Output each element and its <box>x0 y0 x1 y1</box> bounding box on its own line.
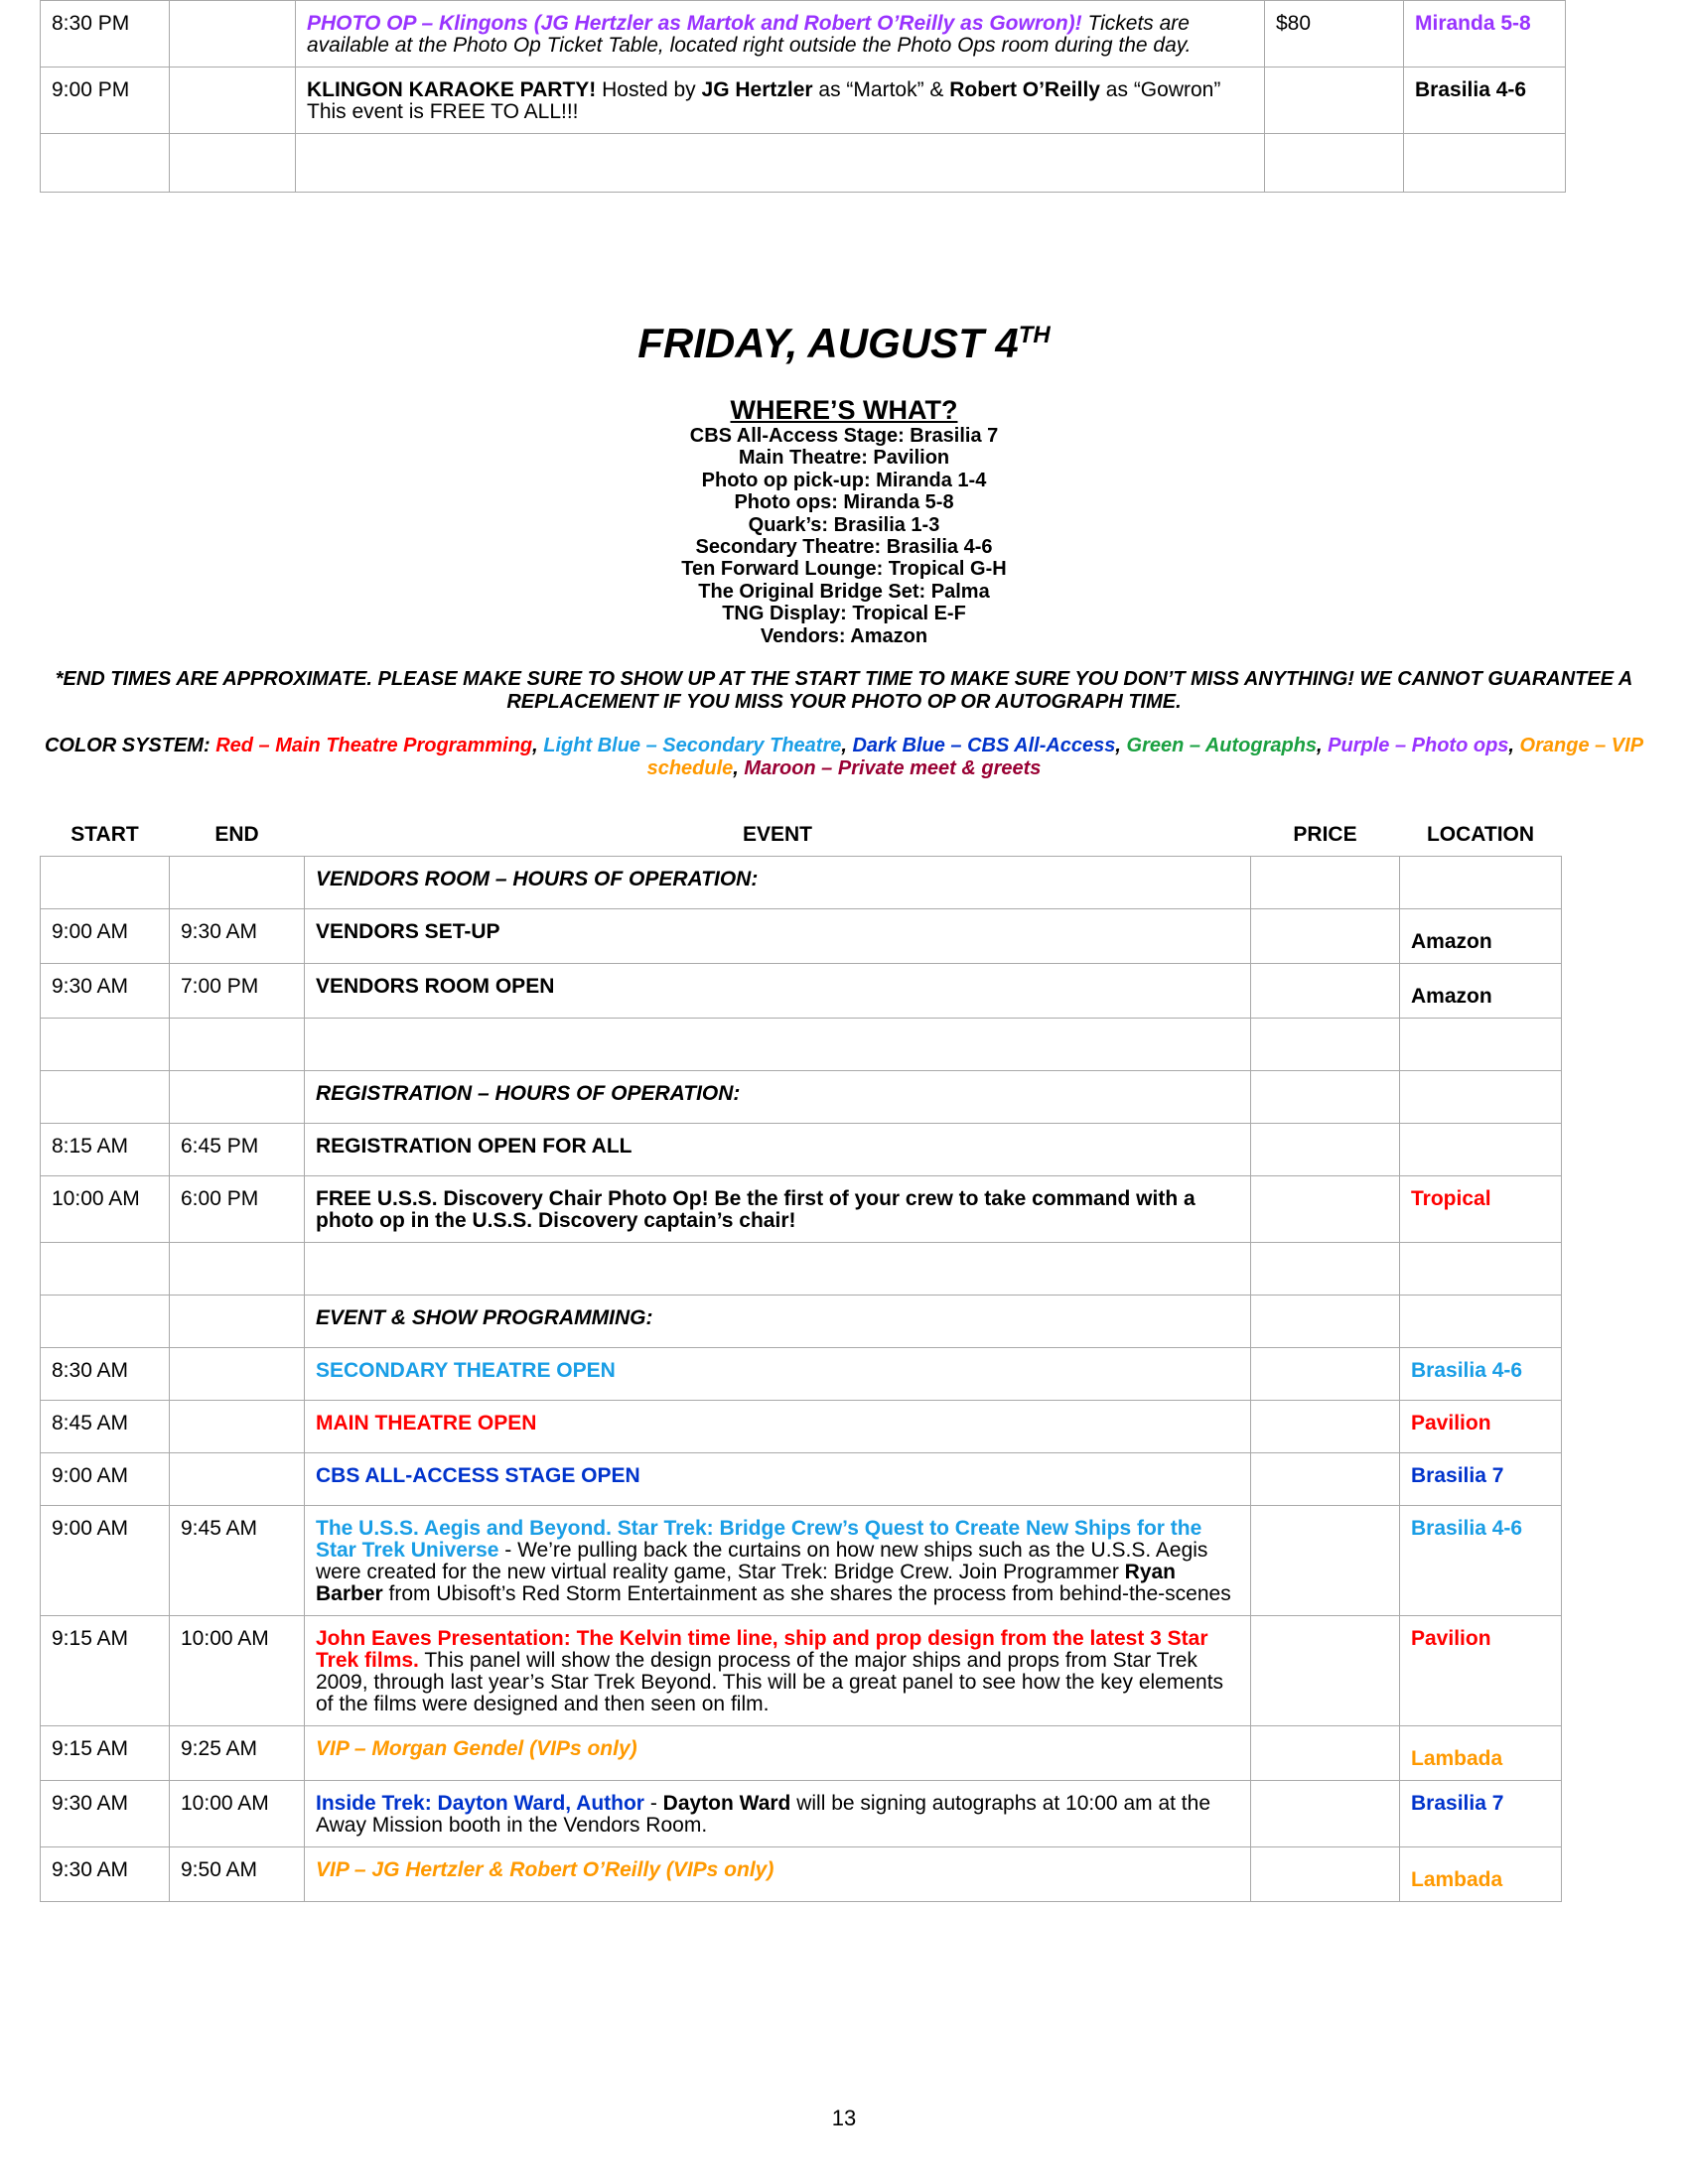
price-cell <box>1265 134 1404 193</box>
location-text: Brasilia 7 <box>1411 1464 1504 1487</box>
venue-list <box>0 425 1688 647</box>
event-text: KLINGON KARAOKE PARTY! <box>307 78 597 101</box>
header-row <box>41 812 1562 857</box>
event-cell <box>305 1296 1251 1348</box>
start-time-cell: 8:30 AM <box>41 1348 170 1401</box>
color-system-part: Dark Blue – CBS All-Access <box>852 735 1116 756</box>
event-text: VENDORS ROOM – HOURS OF OPERATION: <box>316 868 759 890</box>
price-cell: $80 <box>1265 1 1404 68</box>
schedule-row <box>41 1176 1562 1243</box>
column-header-event: EVENT <box>742 823 812 846</box>
location-text: Pavilion <box>1411 1627 1491 1650</box>
location-text: Lambada <box>1411 1868 1503 1891</box>
event-cell <box>305 1243 1251 1296</box>
schedule-row <box>41 1243 1562 1296</box>
event-text: Ryan Barber <box>316 1561 1177 1605</box>
event-text: The U.S.S. Aegis and Beyond. Star Trek: Bridge Crew’s Quest to Create New Ships for the Star Trek Universe <box>316 1517 1202 1562</box>
location-cell <box>1400 1176 1562 1243</box>
start-time-cell <box>41 1296 170 1348</box>
schedule-row <box>41 1348 1562 1401</box>
schedule-row <box>41 1 1566 68</box>
color-system-legend <box>40 735 1648 780</box>
event-text: REGISTRATION – HOURS OF OPERATION: <box>316 1082 741 1105</box>
event-text: John Eaves Presentation: The Kelvin time line, ship and prop design from the latest 3 Star Trek films. <box>316 1627 1208 1672</box>
end-time-cell: 6:45 PM <box>170 1124 305 1176</box>
location-text: Amazon <box>1411 985 1492 1008</box>
event-text: MAIN THEATRE OPEN <box>316 1412 537 1434</box>
color-system-part: Purple – Photo ops <box>1328 735 1509 756</box>
start-time-cell <box>41 1019 170 1071</box>
event-cell <box>305 909 1251 964</box>
schedule-row <box>41 1781 1562 1847</box>
color-system-part: Light Blue – Secondary Theatre <box>543 735 842 756</box>
location-cell <box>1400 1453 1562 1506</box>
schedule-row <box>41 909 1562 964</box>
page-number: 13 <box>831 2106 857 2130</box>
price-cell <box>1265 68 1404 134</box>
start-time-cell: 9:30 AM <box>41 1847 170 1902</box>
price-cell <box>1251 1019 1400 1071</box>
event-cell <box>305 857 1251 909</box>
event-text: - <box>643 1792 663 1815</box>
end-time-cell <box>170 1019 305 1071</box>
end-times-disclaimer: *END TIMES ARE APPROXIMATE. PLEASE MAKE SURE TO SHOW UP AT THE START TIME TO MAKE SURE YOU DON’T MISS ANYTHING! WE CANNOT GUARANTEE A REPLACEMENT IF YOU MISS YOUR PHOTO OP OR AUTOGRAPH TIME. <box>55 668 1633 713</box>
price-cell <box>1251 1071 1400 1124</box>
start-time-cell: 9:00 AM <box>41 1506 170 1616</box>
start-time-cell: 9:00 AM <box>41 1453 170 1506</box>
location-cell <box>1400 1071 1562 1124</box>
venue-item: Photo op pick-up: Miranda 1-4 <box>701 469 987 491</box>
event-text: Hosted by <box>596 78 702 101</box>
schedule-row <box>41 1506 1562 1616</box>
start-time-cell: 9:15 AM <box>41 1616 170 1726</box>
location-cell <box>1400 1124 1562 1176</box>
end-time-cell <box>170 1243 305 1296</box>
event-text: This panel will show the design process of the major ships and props from Star Trek 2009, through last year’s Star Trek Beyond. This will be a great panel to see how the key elements of the films were designed and then seen on film. <box>316 1649 1224 1715</box>
schedule-row <box>41 1071 1562 1124</box>
color-system-part: , <box>733 757 745 779</box>
location-text: Lambada <box>1411 1747 1503 1770</box>
event-cell <box>305 1019 1251 1071</box>
event-cell <box>305 1616 1251 1726</box>
event-text: from Ubisoft’s Red Storm Entertainment as she shares the process from behind-the-scenes <box>382 1582 1231 1605</box>
start-time-cell: 9:30 AM <box>41 964 170 1019</box>
event-text: Dayton Ward <box>662 1792 791 1815</box>
venue-item: Photo ops: Miranda 5-8 <box>734 491 954 514</box>
color-system-part: Red – Main Theatre Programming <box>215 735 533 756</box>
start-time-cell: 9:00 AM <box>41 909 170 964</box>
event-text: VENDORS ROOM OPEN <box>316 975 555 998</box>
wheres-what-section <box>0 395 1688 647</box>
schedule-row <box>41 1401 1562 1453</box>
location-cell <box>1404 68 1566 134</box>
location-cell <box>1400 1616 1562 1726</box>
location-text: Brasilia 4-6 <box>1411 1359 1523 1382</box>
end-time-cell: 9:45 AM <box>170 1506 305 1616</box>
event-text: JG Hertzler <box>701 78 813 101</box>
previous-day-schedule-table <box>40 0 1566 193</box>
event-text: - We’re pulling back the curtains on how new ships such as the U.S.S. Aegis were created for the new virtual reality game, Star Trek: Bridge Crew. Join Programmer <box>316 1539 1208 1583</box>
price-cell <box>1251 1726 1400 1781</box>
location-cell <box>1404 134 1566 193</box>
event-text: CBS ALL-ACCESS STAGE OPEN <box>316 1464 640 1487</box>
start-time-cell <box>41 1243 170 1296</box>
venue-item: Quark’s: Brasilia 1-3 <box>748 513 940 536</box>
location-cell <box>1400 964 1562 1019</box>
start-time-cell: 10:00 AM <box>41 1176 170 1243</box>
location-text: Miranda 5-8 <box>1415 12 1531 35</box>
schedule-row <box>41 1296 1562 1348</box>
event-cell <box>305 1781 1251 1847</box>
venue-item: CBS All-Access Stage: Brasilia 7 <box>689 425 999 447</box>
location-text: Amazon <box>1411 930 1492 953</box>
start-time-cell: 8:30 PM <box>41 1 170 68</box>
end-time-cell: 7:00 PM <box>170 964 305 1019</box>
location-text: Brasilia 4-6 <box>1411 1517 1523 1540</box>
day-title: FRIDAY, AUGUST 4TH <box>637 320 1051 366</box>
end-time-cell: 6:00 PM <box>170 1176 305 1243</box>
event-text: VIP – JG Hertzler & Robert O’Reilly (VIPs only) <box>316 1858 774 1881</box>
end-time-cell: 9:25 AM <box>170 1726 305 1781</box>
color-system-part: , <box>1115 735 1127 756</box>
previous-day-schedule-body <box>41 1 1566 193</box>
location-cell <box>1400 1243 1562 1296</box>
location-text: Brasilia 7 <box>1411 1792 1504 1815</box>
price-cell <box>1251 1296 1400 1348</box>
location-cell <box>1400 1019 1562 1071</box>
schedule-row <box>41 68 1566 134</box>
event-cell <box>296 68 1265 134</box>
event-cell <box>305 1071 1251 1124</box>
end-time-cell <box>170 1348 305 1401</box>
event-cell <box>305 964 1251 1019</box>
event-text: Inside Trek: Dayton Ward, Author <box>316 1792 644 1815</box>
price-cell <box>1251 1401 1400 1453</box>
end-time-cell: 10:00 AM <box>170 1616 305 1726</box>
price-cell <box>1251 1506 1400 1616</box>
event-text: REGISTRATION OPEN FOR ALL <box>316 1135 633 1158</box>
start-time-cell <box>41 1071 170 1124</box>
venue-item: Ten Forward Lounge: Tropical G-H <box>681 558 1007 581</box>
event-cell <box>305 1124 1251 1176</box>
location-cell <box>1400 909 1562 964</box>
price-cell <box>1251 964 1400 1019</box>
location-cell <box>1404 1 1566 68</box>
event-cell <box>305 1847 1251 1902</box>
schedule-row <box>41 134 1566 193</box>
price-cell <box>1251 1781 1400 1847</box>
event-text: as “Gowron” This event is FREE TO ALL!!! <box>307 78 1221 123</box>
event-cell <box>305 1348 1251 1401</box>
event-text: as “Martok” & <box>812 78 950 101</box>
color-system-part: Orange – VIP schedule <box>646 735 1644 779</box>
schedule-row <box>41 964 1562 1019</box>
price-cell <box>1251 1616 1400 1726</box>
color-system-part: , <box>532 735 544 756</box>
friday-schedule-body <box>41 857 1562 1902</box>
event-cell <box>305 1453 1251 1506</box>
venue-item: TNG Display: Tropical E-F <box>722 603 966 625</box>
location-cell <box>1400 1781 1562 1847</box>
end-time-cell <box>170 134 296 193</box>
start-time-cell: 8:15 AM <box>41 1124 170 1176</box>
price-cell <box>1251 1847 1400 1902</box>
start-time-cell: 9:15 AM <box>41 1726 170 1781</box>
location-text: Tropical <box>1411 1187 1491 1210</box>
color-system-part: , <box>841 735 853 756</box>
event-text: Robert O’Reilly <box>949 78 1100 101</box>
schedule-row <box>41 857 1562 909</box>
price-cell <box>1251 857 1400 909</box>
event-text: EVENT & SHOW PROGRAMMING: <box>316 1306 653 1329</box>
color-system-part: , <box>1317 735 1329 756</box>
price-cell <box>1251 1176 1400 1243</box>
end-time-cell <box>170 1071 305 1124</box>
end-time-cell: 9:50 AM <box>170 1847 305 1902</box>
end-time-cell <box>170 1453 305 1506</box>
schedule-row <box>41 1019 1562 1071</box>
venue-item: Vendors: Amazon <box>760 624 928 647</box>
wheres-what-title: WHERE’S WHAT? <box>730 395 958 425</box>
start-time-cell: 8:45 AM <box>41 1401 170 1453</box>
schedule-row <box>41 1726 1562 1781</box>
location-cell <box>1400 1847 1562 1902</box>
price-cell <box>1251 909 1400 964</box>
schedule-row <box>41 1453 1562 1506</box>
price-cell <box>1251 1243 1400 1296</box>
end-time-cell <box>170 1296 305 1348</box>
event-cell <box>305 1506 1251 1616</box>
price-cell <box>1251 1453 1400 1506</box>
location-cell <box>1400 1348 1562 1401</box>
location-cell <box>1400 857 1562 909</box>
column-header-price: PRICE <box>1293 823 1357 846</box>
location-cell <box>1400 1296 1562 1348</box>
color-system-part: Green – Autographs <box>1126 735 1318 756</box>
start-time-cell: 9:00 PM <box>41 68 170 134</box>
event-text: VIP – Morgan Gendel (VIPs only) <box>316 1737 637 1760</box>
start-time-cell: 9:30 AM <box>41 1781 170 1847</box>
start-time-cell <box>41 134 170 193</box>
location-text: Brasilia 4-6 <box>1415 78 1527 101</box>
end-time-cell: 10:00 AM <box>170 1781 305 1847</box>
column-header-location: LOCATION <box>1426 823 1535 846</box>
price-cell <box>1251 1124 1400 1176</box>
end-time-cell: 9:30 AM <box>170 909 305 964</box>
event-text: Tickets are available at the Photo Op Ticket Table, located right outside the Photo Ops room during the day. <box>307 12 1192 57</box>
start-time-cell <box>41 857 170 909</box>
venue-item: The Original Bridge Set: Palma <box>698 580 990 603</box>
venue-item: Secondary Theatre: Brasilia 4-6 <box>695 536 993 559</box>
color-system-part: , <box>1508 735 1520 756</box>
location-text: Pavilion <box>1411 1412 1491 1434</box>
column-header-start: START <box>70 823 139 846</box>
event-text: PHOTO OP – Klingons (JG Hertzler as Martok and Robert O’Reilly as Gowron)! <box>307 12 1082 35</box>
location-cell <box>1400 1726 1562 1781</box>
schedule-row <box>41 1616 1562 1726</box>
end-time-cell <box>170 857 305 909</box>
schedule-row <box>41 1124 1562 1176</box>
event-cell <box>296 134 1265 193</box>
price-cell <box>1251 1348 1400 1401</box>
event-cell <box>305 1176 1251 1243</box>
color-system-part: COLOR SYSTEM: <box>44 735 216 756</box>
location-cell <box>1400 1506 1562 1616</box>
event-cell <box>305 1401 1251 1453</box>
event-cell <box>305 1726 1251 1781</box>
friday-schedule-table <box>40 812 1562 1902</box>
schedule-row <box>41 1847 1562 1902</box>
event-text: FREE U.S.S. Discovery Chair Photo Op! Be the first of your crew to take command with a photo op in the U.S.S. Discovery captain’s chair! <box>316 1187 1196 1232</box>
end-time-cell <box>170 1401 305 1453</box>
end-time-cell <box>170 1 296 68</box>
end-time-cell <box>170 68 296 134</box>
event-text: SECONDARY THEATRE OPEN <box>316 1359 616 1382</box>
event-text: VENDORS SET-UP <box>316 920 500 943</box>
location-cell <box>1400 1401 1562 1453</box>
column-header-end: END <box>214 823 259 846</box>
color-system-part: Maroon – Private meet & greets <box>744 757 1042 779</box>
venue-item: Main Theatre: Pavilion <box>738 447 950 470</box>
event-cell <box>296 1 1265 68</box>
event-text: will be signing autographs at 10:00 am at the Away Mission booth in the Vendors Room. <box>316 1792 1210 1837</box>
